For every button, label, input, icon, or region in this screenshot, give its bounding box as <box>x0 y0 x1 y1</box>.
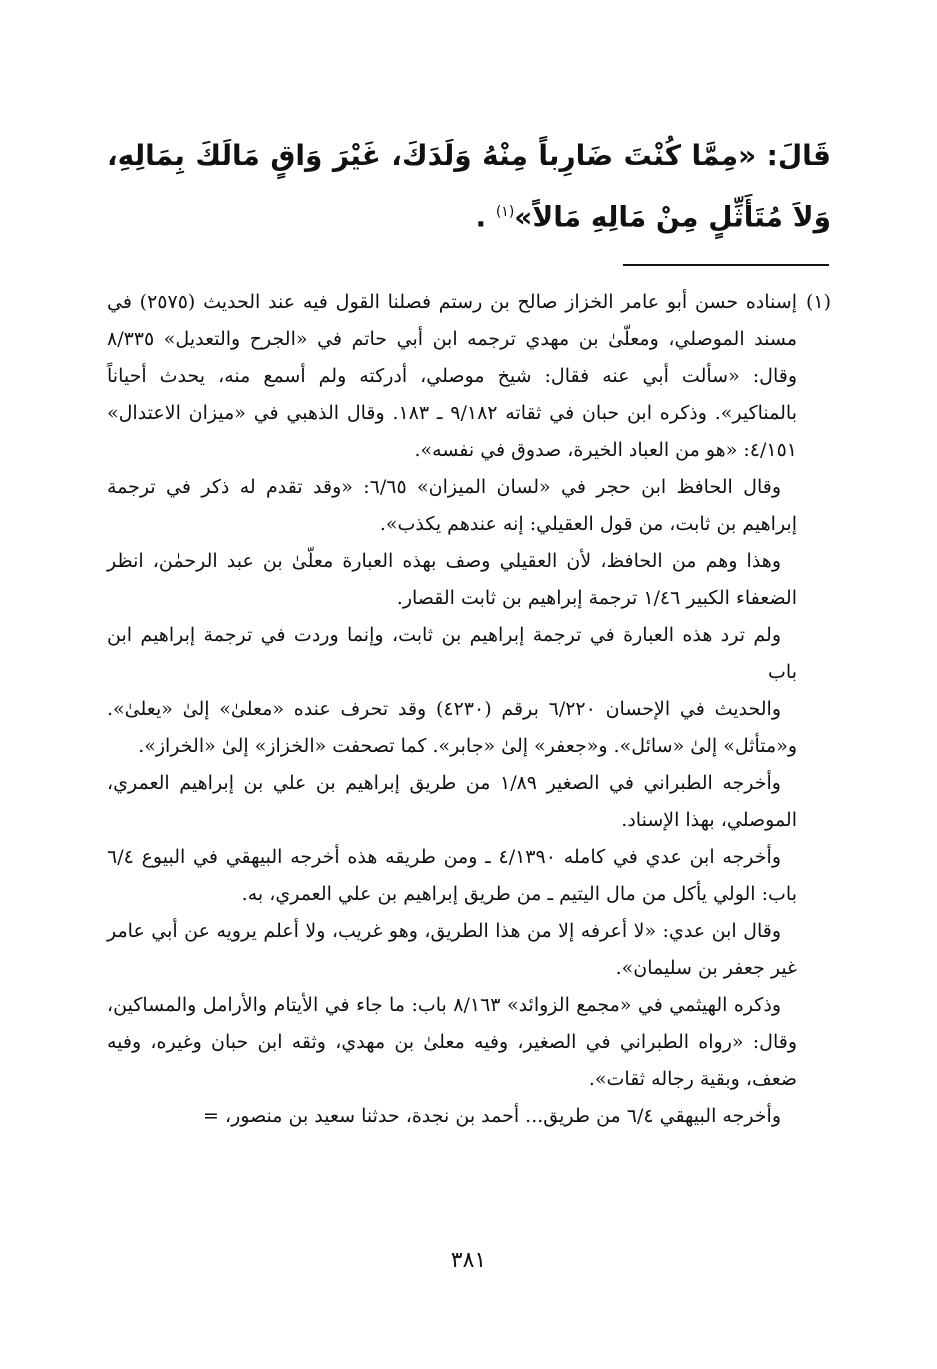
footnote-paragraph: وهذا وهم من الحافظ، لأن العقيلي وصف بهذه العبارة معلّىٰ بن عبد الرحمٰن، انظر الضعفاء الكبير ١/٤٦ ترجمة إبراهيم بن ثابت القصار. <box>107 550 797 609</box>
footnote-paragraph <box>107 284 831 469</box>
footnote-paragraph: وقال ابن عدي: «لا أعرفه إلا من هذا الطريق، وهو غريب، ولا أعلم يرويه عن أبي عامر غير جعفر بن سليمان». <box>107 920 797 979</box>
footnote-section <box>107 284 831 1135</box>
footnote-paragraph: وأخرجه الطبراني في الصغير ١/٨٩ من طريق إبراهيم بن علي بن إبراهيم العمري، الموصلي، بهذا الإسناد. <box>107 772 797 831</box>
hadith-end: . <box>475 200 487 234</box>
footnote-paragraph: والحديث في الإحسان ٦/٢٢٠ برقم (٤٢٣٠) وقد تحرف عنده «معلىٰ» إلىٰ «يعلىٰ». و«متأثل» إلىٰ «سائل». و«جعفر» إلىٰ «جابر». كما تصحفت «الخزاز» إلىٰ «الخراز». <box>107 698 797 757</box>
footnote-paragraph: وأخرجه البيهقي ٦/٤ من طريق... أحمد بن نجدة، حدثنا سعيد بن منصور، = <box>203 1105 781 1127</box>
page-number: ٣٨١ <box>450 1248 487 1273</box>
footnote-number: (١) <box>805 291 831 313</box>
footnote-reference: (١) <box>495 204 515 220</box>
footnote-paragraph: وأخرجه ابن عدي في كامله ٤/١٣٩٠ ـ ومن طريقه هذه أخرجه البيهقي في البيوع ٦/٤ باب: الولي يأكل من مال اليتيم ـ من طريق إبراهيم بن علي العمري، به. <box>107 846 797 905</box>
footnote-separator <box>623 264 829 266</box>
footnote-paragraph: وقال الحافظ ابن حجر في «لسان الميزان» ٦/٦٥: «وقد تقدم له ذكر في ترجمة إبراهيم بن ثابت، من قول العقيلي: إنه عندهم يكذب». <box>107 476 797 535</box>
hadith-text <box>107 128 831 245</box>
hadith-body: قَالَ: «مِمَّا كُنْتَ ضَارِباً مِنْهُ وَلَدَكَ، غَيْرَ وَاقٍ مَالَكَ بِمَالِهِ، وَلاَ مُتَأَثِّلٍ مِنْ مَالِهِ مَالاً» <box>107 139 831 234</box>
footnote-paragraph: ولم ترد هذه العبارة في ترجمة إبراهيم بن ثابت، وإنما وردت في ترجمة إبراهيم ابن باب <box>107 624 797 683</box>
footnote-paragraph: وذكره الهيثمي في «مجمع الزوائد» ٨/١٦٣ باب: ما جاء في الأيتام والأرامل والمساكين، وقال: «رواه الطبراني في الصغير، وفيه معلىٰ بن مهدي، وثقه ابن حبان وغيره، وفيه ضعف، وبقية رجاله ثقات». <box>107 994 797 1090</box>
footnote-text: إسناده حسن أبو عامر الخزاز صالح بن رستم فصلنا القول فيه عند الحديث (٢٥٧٥) في مسند الموصلي، ومعلّىٰ بن مهدي ترجمه ابن أبي حاتم في «الجرح والتعديل» ٨/٣٣٥ وقال: «سألت أبي عنه فقال: شيخ موصلي، أدركته ولم أسمع منه، يحدث أحياناً بالمناكير». وذكره ابن حبان في ثقاته ٩/١٨٢ ـ ١٨٣. وقال الذهبي في «ميزان الاعتدال» ٤/١٥١: «هو من العباد الخيرة، صدوق في نفسه». <box>107 291 797 461</box>
